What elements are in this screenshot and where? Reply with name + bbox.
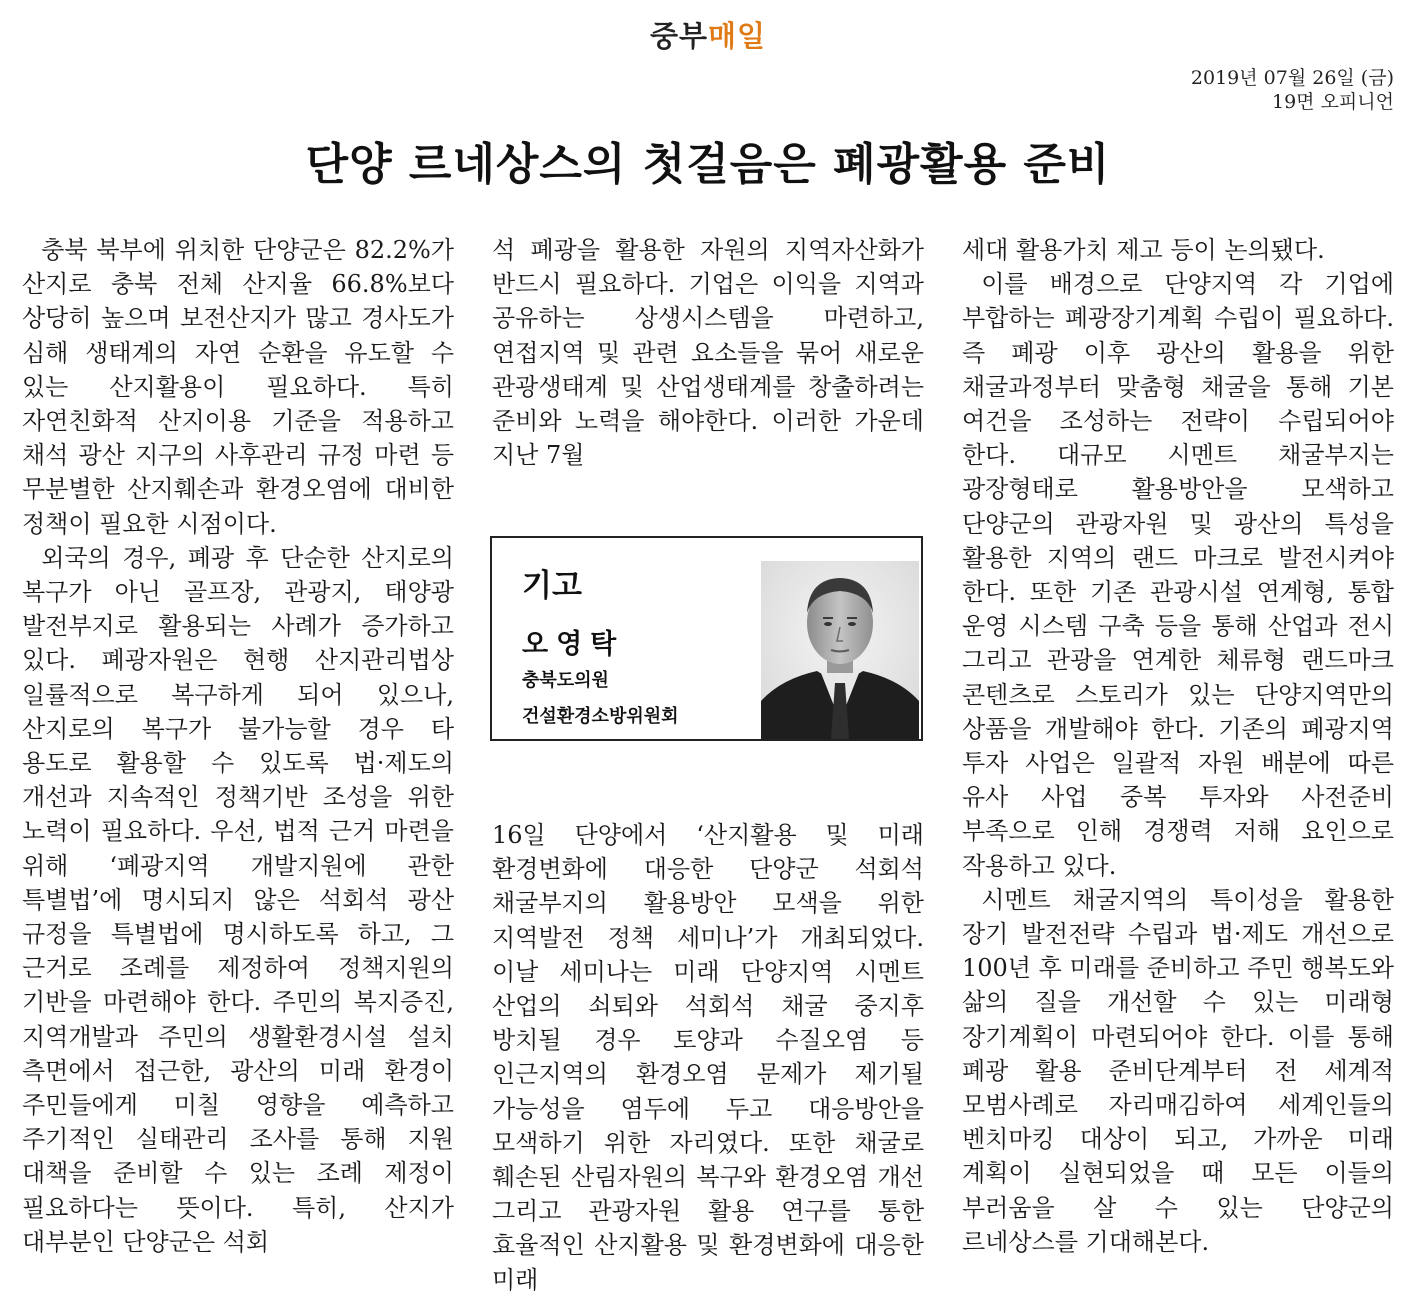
byline-box <box>490 536 923 741</box>
publication-date: 2019년 07월 26일 (금) <box>1190 67 1394 89</box>
article-column-2-bottom <box>492 818 924 1297</box>
article-column-3 <box>962 233 1394 1259</box>
article-column-2-top <box>492 233 924 472</box>
author-affiliation: 충북도의원 <box>522 670 609 691</box>
page-section: 19면 오피니언 <box>1272 91 1394 113</box>
paragraph: 이를 배경으로 단양지역 각 기업에 부합하는 폐광장기계획 수립이 필요하다. 즉 폐광 이후 광산의 활용을 위한 채굴과정부터 맞춤형 채굴을 통해 기본 여건을 조성하는 전략이 수립되어야 한다. 대규모 시멘트 채굴부지는 광장형태로 활용방안을 모색하고 단양군의 관광자원 및 광산의 특성을 활용한 지역의 랜드 마크로 발전시켜야 한다. 또한 기존 관광시설 연계형, 통합 운영 시스템 구축 등을 통해 산업과 전시 그리고 관광을 연계한 체류형 랜드마크 콘텐츠로 스토리가 있는 단양지역만의 상품을 개발해야 한다. 기존의 폐광지역 투자 사업은 일괄적 자원 배분에 따른 유사 사업 중복 투자와 사전준비 부족으로 인해 경쟁력 저해 요인으로 작용하고 있다. <box>962 270 1394 880</box>
article-headline: 단양 르네상스의 첫걸음은 폐광활용 준비 <box>305 139 1111 190</box>
contribution-tag: 기고 <box>522 568 582 604</box>
author-name: 오영탁 <box>522 629 625 660</box>
masthead-name-part1: 중부 <box>649 19 708 53</box>
author-portrait-icon <box>761 561 919 739</box>
paragraph: 외국의 경우, 폐광 후 단순한 산지로의 복구가 아닌 골프장, 관광지, 태양광 발전부지로 활용되는 사례가 증가하고 있다. 폐광자원은 현행 산지관리법상 일률적으로 복구하게 되어 있으나, 산지로의 복구가 불가능할 경우 타 용도로 활용할 수 있도록 법·제도의 개선과 지속적인 정책기반 조성을 위한 노력이 필요하다. 우선, 법적 근거 마련을 위해 ‘폐광지역 개발지원에 관한 특별법’에 명시되지 않은 석회석 광산 규정을 특별법에 명시하도록 하고, 그 근거로 조례를 제정하여 정책지원의 기반을 마련해야 한다. 주민의 복지증진, 지역개발과 주민의 생활환경시설 설치 측면에서 접근한, 광산의 미래 환경이 주민들에게 미칠 영향을 예측하고 주기적인 실태관리 조사를 통해 지원 대책을 준비할 수 있는 조례 제정이 필요하다는 뜻이다. 특히, 산지가 대부분인 단양군은 석회 <box>22 543 454 1256</box>
dateline <box>1191 66 1394 114</box>
paragraph: 시멘트 채굴지역의 특이성을 활용한 장기 발전전략 수립과 법·제도 개선으로 100년 후 미래를 준비하고 주민 행복도와 삶의 질을 개선할 수 있는 미래형 장기계획이 마련되어야 한다. 이를 통해 폐광 활용 준비단계부터 전 세계적 모범사례로 자리매김하여 세계인들의 벤치마킹 대상이 되고, 가까운 미래 계획이 실현되었을 때 모든 이들의 부러움을 살 수 있는 단양군의 르네상스를 기대해본다. <box>962 885 1394 1256</box>
paragraph: 충북 북부에 위치한 단양군은 82.2%가 산지로 충북 전체 산지율 66.8%보다 상당히 높으며 보전산지가 많고 경사도가 심해 생태계의 자연 순환을 유도할 수 있는 산지활용이 필요하다. 특히 자연친화적 산지이용 기준을 적용하고 채석 광산 지구의 사후관리 규정 마련 등 무분별한 산지훼손과 환경오염에 대비한 정책이 필요한 시점이다. <box>22 236 454 538</box>
paragraph: 석 폐광을 활용한 자원의 지역자산화가 반드시 필요하다. 기업은 이익을 지역과 공유하는 상생시스템을 마련하고, 연접지역 및 관련 요소들을 묶어 새로운 관광생태계 및 산업생태계를 창출하려는 준비와 노력을 해야한다. 이러한 가운데 지난 7월 <box>492 236 924 470</box>
paragraph: 세대 활용가치 제고 등이 논의됐다. <box>962 236 1325 264</box>
article-column-1 <box>22 233 454 1259</box>
masthead-name-part2: 매일 <box>708 19 767 53</box>
paragraph: 16일 단양에서 ‘산지활용 및 미래 환경변화에 대응한 단양군 석회석 채굴부지의 활용방안 모색을 위한 지역발전 정책 세미나’가 개최되었다. 이날 세미나는 미래 단양지역 시멘트 산업의 쇠퇴와 석회석 채굴 중지후 방치될 경우 토양과 수질오염 등 인근지역의 환경오염 문제가 제기될 가능성을 염두에 두고 대응방안을 모색하기 위한 자리였다. 또한 채굴로 훼손된 산림자원의 복구와 환경오염 개선 그리고 관광자원 활용 연구를 통한 효율적인 산지활용 및 환경변화에 대응한 미래 <box>492 821 924 1294</box>
newspaper-masthead <box>0 14 1416 55</box>
author-committee: 건설환경소방위원회 <box>522 706 679 727</box>
